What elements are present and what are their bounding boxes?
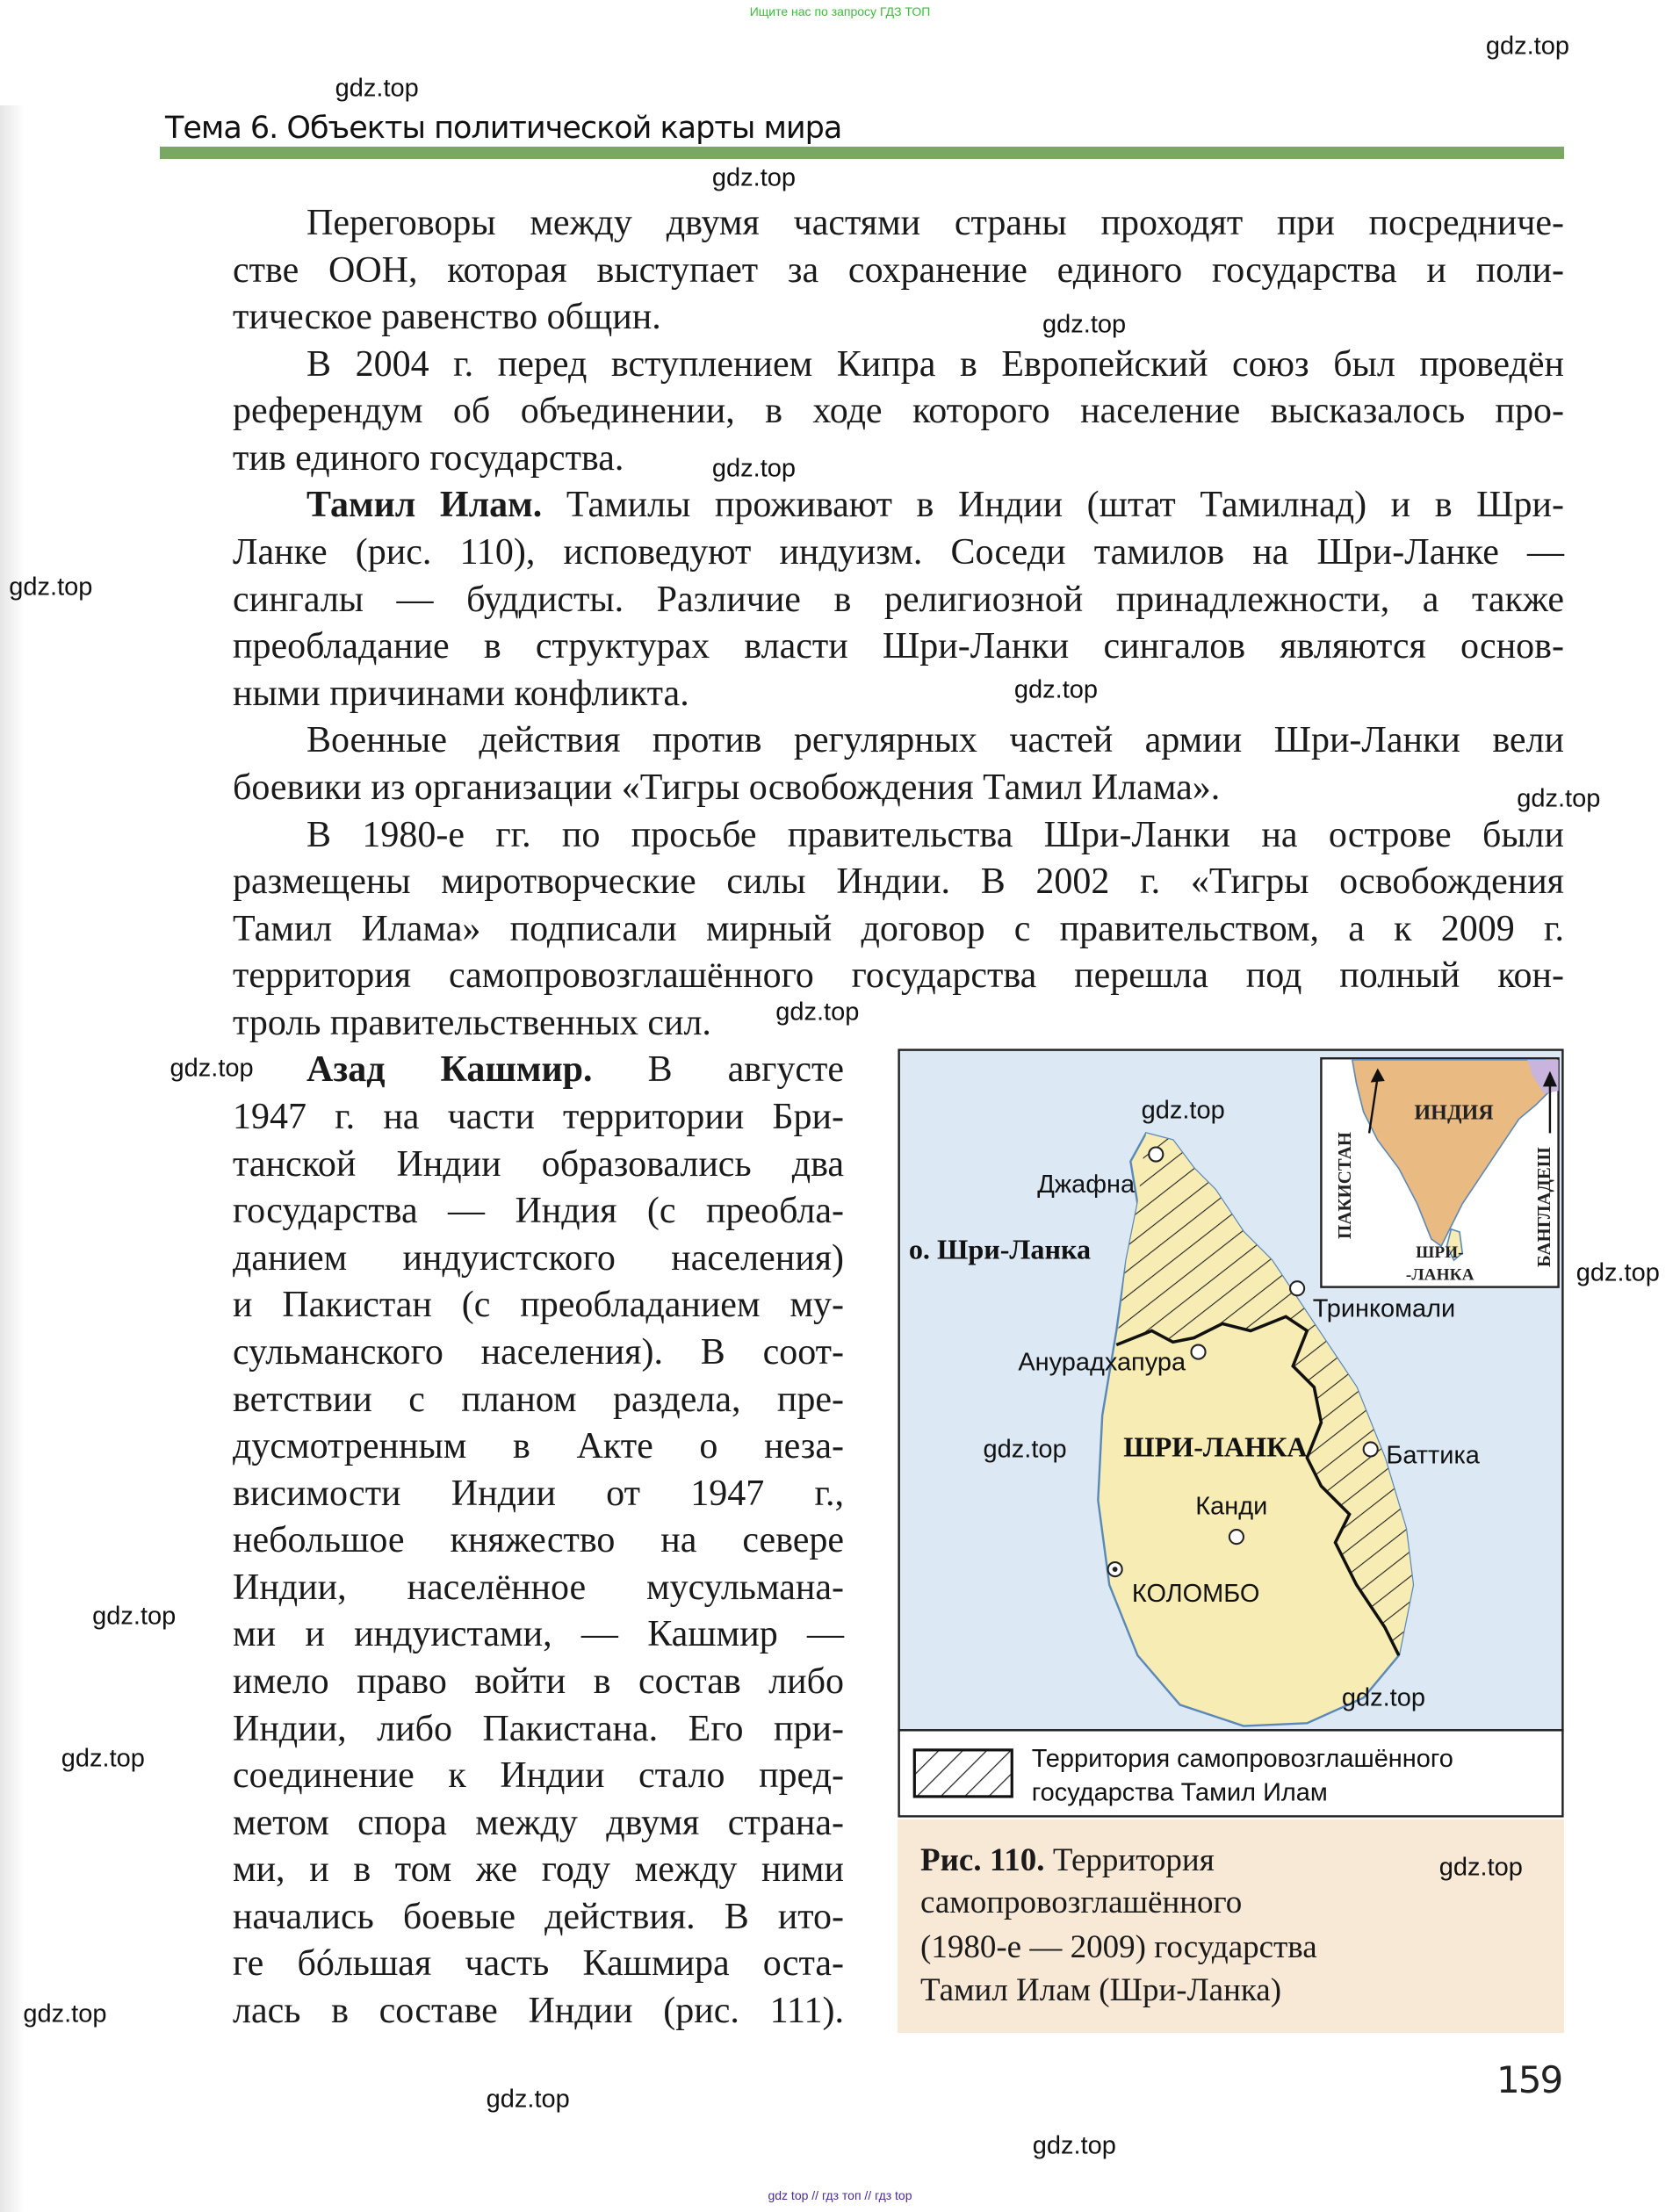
line-text: территория самопровозглашённого государства перешла под полный кон-: [233, 955, 1564, 997]
text-line: [233, 670, 1564, 717]
line-text: 1947 г. на части территории Бри-: [233, 1097, 844, 1138]
text-line: [233, 623, 1564, 670]
text-line: [233, 999, 1564, 1047]
line-text: ми, и в том же году между ними: [233, 1849, 844, 1891]
figure-caption-line4: Тамил Илам (Шри-Ланка): [920, 1972, 1282, 2008]
city-label-jaffna: Джафна: [1037, 1170, 1136, 1199]
watermark: gdz.top: [1013, 675, 1099, 704]
top-search-note: Ищите нас по запросу ГДЗ ТОП: [749, 4, 931, 18]
line-text: референдум об объединении, в ходе которого население высказалось про-: [233, 391, 1564, 432]
line-text: Переговоры между двумя частями страны проходят при посредниче-: [306, 203, 1564, 243]
line-text: сингалы — буддисты. Различие в религиозной принадлежности, а также: [233, 579, 1564, 620]
inset-label-srilanka-2: -ЛАНКА: [1405, 1265, 1475, 1285]
line-text: тив единого государства.: [233, 437, 624, 479]
line-text: данием индуистского населения): [233, 1237, 844, 1279]
line-text: троль правительственных сил.: [233, 1002, 711, 1043]
inset-label-srilanka-1: ШРИ-: [1416, 1243, 1464, 1262]
text-line: [233, 858, 1564, 905]
header-divider: [160, 147, 1564, 159]
text-line: [233, 529, 1564, 576]
text-line: [233, 1940, 844, 1987]
text-line: [233, 293, 1564, 341]
city-dot-batticaloa: [1364, 1442, 1378, 1456]
line-text: Тамил Илама» подписали мирный договор с правительством, а к 2009 г.: [233, 908, 1564, 949]
line-text: дусмотренным в Акте о неза-: [233, 1426, 844, 1467]
text-line: [233, 1799, 844, 1847]
line-text: и Пакистан (с преобладанием му-: [233, 1285, 844, 1326]
text-line: [233, 1281, 844, 1329]
city-dot-anuradhapura: [1191, 1345, 1205, 1359]
inset-label-pakistan: ПАКИСТАН: [1334, 1131, 1356, 1239]
text-line: [233, 1987, 844, 2035]
line-text: небольшое княжество на севере: [233, 1520, 844, 1561]
legend-text-line2: государства Тамил Илам: [1031, 1778, 1328, 1807]
city-label-anuradhapura: Анурадхапура: [1018, 1348, 1186, 1377]
legend-hatch-swatch: [914, 1750, 1012, 1797]
watermark: gdz.top: [61, 1744, 145, 1773]
text-line: [233, 1376, 844, 1423]
watermark: gdz.top: [1141, 1096, 1225, 1125]
watermark: gdz.top: [1032, 2131, 1116, 2160]
text-line: [233, 1423, 844, 1470]
text-line: [233, 1187, 844, 1235]
text-line: [233, 952, 1564, 999]
text-line: [233, 1093, 844, 1141]
bold-lead: Азад Кашмир.: [306, 1049, 593, 1091]
watermark: gdz.top: [711, 454, 797, 483]
text-line: [233, 1658, 844, 1705]
line-text: ными причинами конфликта.: [233, 673, 689, 714]
text-line: [233, 1329, 844, 1376]
line-text: стве ООН, которая выступает за сохранение единого государства и поли-: [233, 249, 1564, 291]
watermark: gdz.top: [1438, 1853, 1523, 1882]
text-line: [233, 247, 1564, 294]
watermark: gdz.top: [711, 163, 797, 192]
text-line: [233, 905, 1564, 953]
watermark: gdz.top: [335, 74, 419, 103]
text-line: [233, 1517, 844, 1564]
text-line: [306, 717, 1564, 764]
line-text: Индии, населённое мусульмана-: [233, 1567, 844, 1608]
city-label-colombo: КОЛОМБО: [1131, 1580, 1260, 1609]
line-text: В 2004 г. перед вступлением Кипра в Европейский союз был проведён: [306, 343, 1564, 385]
text-line: [233, 387, 1564, 435]
watermark: gdz.top: [1341, 1683, 1426, 1712]
line-text: Ланке (рис. 110), исповедуют индуизм. Соседи тамилов на Шри-Ланке —: [233, 532, 1564, 573]
line-text: Военные действия против регулярных частей армии Шри-Ланки вели: [306, 720, 1564, 761]
text-line: [233, 1705, 844, 1753]
watermark: gdz.top: [486, 2085, 570, 2113]
text-line: [233, 1235, 844, 1282]
line-text: ге бóльшая часть Кашмира оста-: [233, 1943, 844, 1985]
watermark: gdz.top: [1575, 1258, 1660, 1287]
watermark: gdz.top: [1517, 784, 1601, 813]
line-text: Тамилы проживают в Индии (штат Тамилнад) и в Шри-: [542, 485, 1564, 526]
country-label: ШРИ-ЛАНКА: [1123, 1430, 1308, 1463]
line-text: размещены миротворческие силы Индии. В 2002 г. «Тигры освобождения: [233, 861, 1564, 903]
watermark: gdz.top: [23, 1999, 107, 2028]
watermark: gdz.top: [92, 1602, 177, 1631]
line-text: имело право войти в состав либо: [233, 1661, 844, 1702]
watermark: gdz.top: [169, 1054, 254, 1083]
line-text: метом спора между двумя страна-: [233, 1802, 844, 1843]
text-line: [233, 435, 1564, 482]
watermark: gdz.top: [983, 1435, 1067, 1464]
city-dot-jaffna: [1149, 1148, 1163, 1162]
bottom-note: gdz top // гдз топ // гдз top: [768, 2188, 912, 2202]
line-text: боевики из организации «Тигры освобождения Тамил Илама».: [233, 767, 1221, 808]
figure-label: Рис. 110.: [920, 1842, 1045, 1878]
legend-text-line1: Территория самопровозглашённого: [1031, 1745, 1453, 1774]
text-line: [233, 1846, 844, 1893]
text-line: [306, 481, 1564, 529]
figure-caption-line2: самопровозглашённого: [920, 1884, 1243, 1920]
text-line: [233, 1470, 844, 1517]
text-line: [233, 1564, 844, 1611]
text-line: [306, 199, 1564, 247]
text-line: [233, 764, 1564, 811]
line-text: государства — Индия (с преобла-: [233, 1191, 844, 1232]
watermark: gdz.top: [9, 573, 93, 602]
text-line: [233, 576, 1564, 623]
city-dot-kandy: [1229, 1530, 1244, 1544]
line-text: Индии, либо Пакистана. Его при-: [233, 1708, 844, 1749]
line-text: тическое равенство общин.: [233, 297, 661, 338]
sri-lanka-map: [898, 1048, 1564, 1818]
inset-label-bangladesh: БАНГЛАДЕШ: [1532, 1147, 1554, 1268]
city-label-batticaloa: Баттика: [1386, 1441, 1480, 1470]
bold-lead: Тамил Илам.: [306, 485, 543, 526]
line-text: танской Индии образовались два: [233, 1143, 844, 1185]
line-text: В 1980-е гг. по просьбе правительства Шри-Ланки на острове были: [306, 814, 1564, 855]
city-label-trincomalee: Тринкомали: [1312, 1294, 1456, 1323]
text-line: [233, 1610, 844, 1658]
text-line: [233, 1141, 844, 1188]
page-edge-shadow: [0, 105, 25, 2212]
watermark: gdz.top: [775, 998, 860, 1027]
page-number: 159: [1496, 2058, 1562, 2101]
island-label: о. Шри-Ланка: [908, 1233, 1092, 1265]
text-line: [233, 1752, 844, 1799]
text-line: [233, 1893, 844, 1941]
city-label-kandy: Канди: [1195, 1492, 1268, 1521]
city-dot-trincomalee: [1290, 1281, 1304, 1295]
watermark: gdz.top: [1485, 32, 1569, 61]
figure-caption-line1: [920, 1840, 1215, 1882]
line-text: начались боевые действия. В ито-: [233, 1896, 844, 1937]
line-text: ветствии с планом раздела, пре-: [233, 1379, 844, 1420]
figure-caption-line3: (1980-е — 2009) государства: [920, 1929, 1317, 1965]
text-line: [306, 1046, 844, 1093]
line-text: лась в составе Индии (рис. 111).: [233, 1991, 844, 2032]
line-text: В августе: [592, 1049, 845, 1091]
line-text: соединение к Индии стало пред-: [233, 1755, 844, 1797]
line-text: ми и индуистами, — Кашмир —: [233, 1614, 844, 1655]
watermark: gdz.top: [1042, 310, 1127, 339]
text-line: [306, 811, 1564, 859]
chapter-header: Тема 6. Объекты политической карты мира: [165, 111, 842, 146]
line-text: висимости Индии от 1947 г.,: [233, 1473, 844, 1514]
line-text: сульманского населения). В соот-: [233, 1331, 844, 1373]
line-text: преобладание в структурах власти Шри-Ланки сингалов являются основ-: [233, 626, 1564, 667]
text-line: [306, 341, 1564, 388]
inset-label-india: ИНДИЯ: [1414, 1101, 1494, 1125]
caption-text: Территория: [1044, 1842, 1215, 1878]
